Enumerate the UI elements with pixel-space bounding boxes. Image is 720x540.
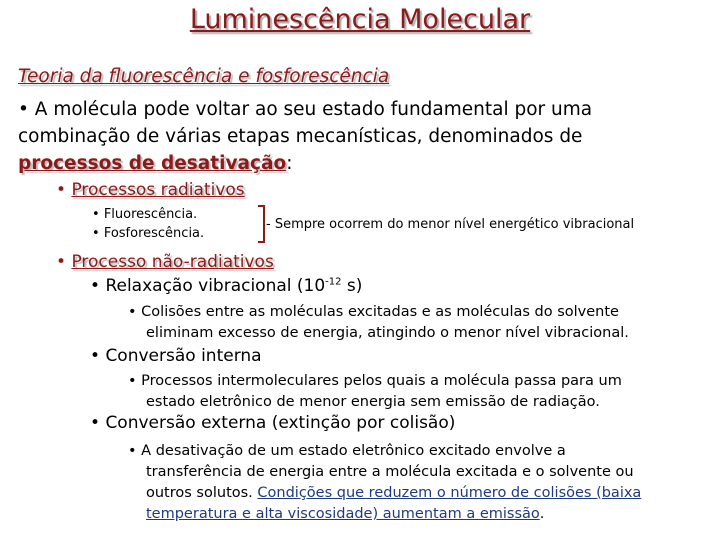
bullet-icon: •: [56, 180, 67, 200]
conditions-highlight-2: temperatura e alta viscosidade) aumentam a emissão: [146, 506, 540, 522]
relaxation-label: • Relaxação vibracional ($10^{-12}$ s): [90, 276, 363, 296]
list-item: • Fosforescência.: [92, 226, 205, 241]
internal-desc-text-1: Processos intermoleculares pelos quais a molécula passa para um: [141, 373, 622, 389]
bullet-icon: •: [56, 252, 67, 272]
relaxation-prefix: Relaxação vibracional (10: [105, 276, 326, 296]
radiative-heading: [56, 180, 245, 200]
list-item: • Fluorescência.: [92, 207, 198, 222]
radiative-note: [266, 215, 634, 234]
nonradiative-heading-text: Processo não-radiativos: [71, 252, 274, 272]
external-desc-end: .: [539, 506, 545, 522]
radiative-list: [92, 205, 204, 243]
internal-conversion-text: Conversão interna: [105, 346, 262, 366]
intro-line-2: combinação de várias etapas mecanísticas, denominados de: [18, 126, 583, 147]
nonradiative-heading: [56, 252, 274, 272]
intro-line-3: [18, 150, 592, 177]
relaxation-desc-line-1: • Colisões entre as moléculas excitadas e as moléculas do solvente: [128, 304, 619, 320]
relaxation-desc-text-1: Colisões entre as moléculas excitadas e as moléculas do solvente: [141, 304, 619, 320]
external-conversion-label: • Conversão externa (extinção por colisão): [90, 413, 456, 433]
radiative-note-text: Sempre ocorrem do menor nível energético vibracional: [274, 217, 635, 232]
radiative-item-fluorescence: Fluorescência.: [103, 207, 198, 222]
internal-conversion-label: • Conversão interna: [90, 346, 262, 366]
intro-paragraph: [18, 96, 592, 177]
radiative-item-phosphorescence: Fosforescência.: [103, 226, 205, 241]
external-desc-prefix: outros solutos.: [146, 485, 258, 501]
page-title: Luminescência Molecular: [189, 4, 531, 35]
radiative-heading-text: Processos radiativos: [71, 180, 245, 200]
external-desc-line-3: [128, 483, 641, 504]
internal-conversion-description: [128, 371, 622, 413]
external-conversion-description: [128, 441, 641, 525]
relaxation-suffix: s): [341, 276, 363, 296]
bracket-icon: [258, 205, 265, 243]
intro-line-1: • A molécula pode voltar ao seu estado fundamental por uma: [18, 99, 593, 120]
internal-desc-line-1: • Processos intermoleculares pelos quais a molécula passa para um: [128, 373, 622, 389]
intro-colon: :: [286, 153, 293, 174]
external-desc-text-1: A desativação de um estado eletrônico excitado envolve a: [141, 443, 566, 459]
external-desc-line-4: [128, 504, 641, 525]
relaxation-exponent: -12: [325, 276, 342, 288]
external-desc-line-2: transferência de energia entre a molécula excitada e o solvente ou: [146, 464, 634, 480]
section-subtitle: Teoria da fluorescência e fosforescência: [18, 66, 390, 87]
relaxation-desc-line-2: eliminam excesso de energia, atingindo o menor nível vibracional.: [146, 325, 629, 341]
relaxation-description: [128, 302, 629, 344]
conditions-highlight-1: Condições que reduzem o número de colisões (baixa: [257, 485, 642, 501]
dash-icon: -: [266, 217, 275, 232]
deactivation-highlight: processos de desativação: [18, 153, 287, 174]
external-conversion-text: Conversão externa (extinção por colisão): [105, 413, 456, 433]
external-desc-line-1: • A desativação de um estado eletrônico excitado envolve a: [128, 443, 566, 459]
internal-desc-line-2: estado eletrônico de menor energia sem emissão de radiação.: [146, 394, 600, 410]
